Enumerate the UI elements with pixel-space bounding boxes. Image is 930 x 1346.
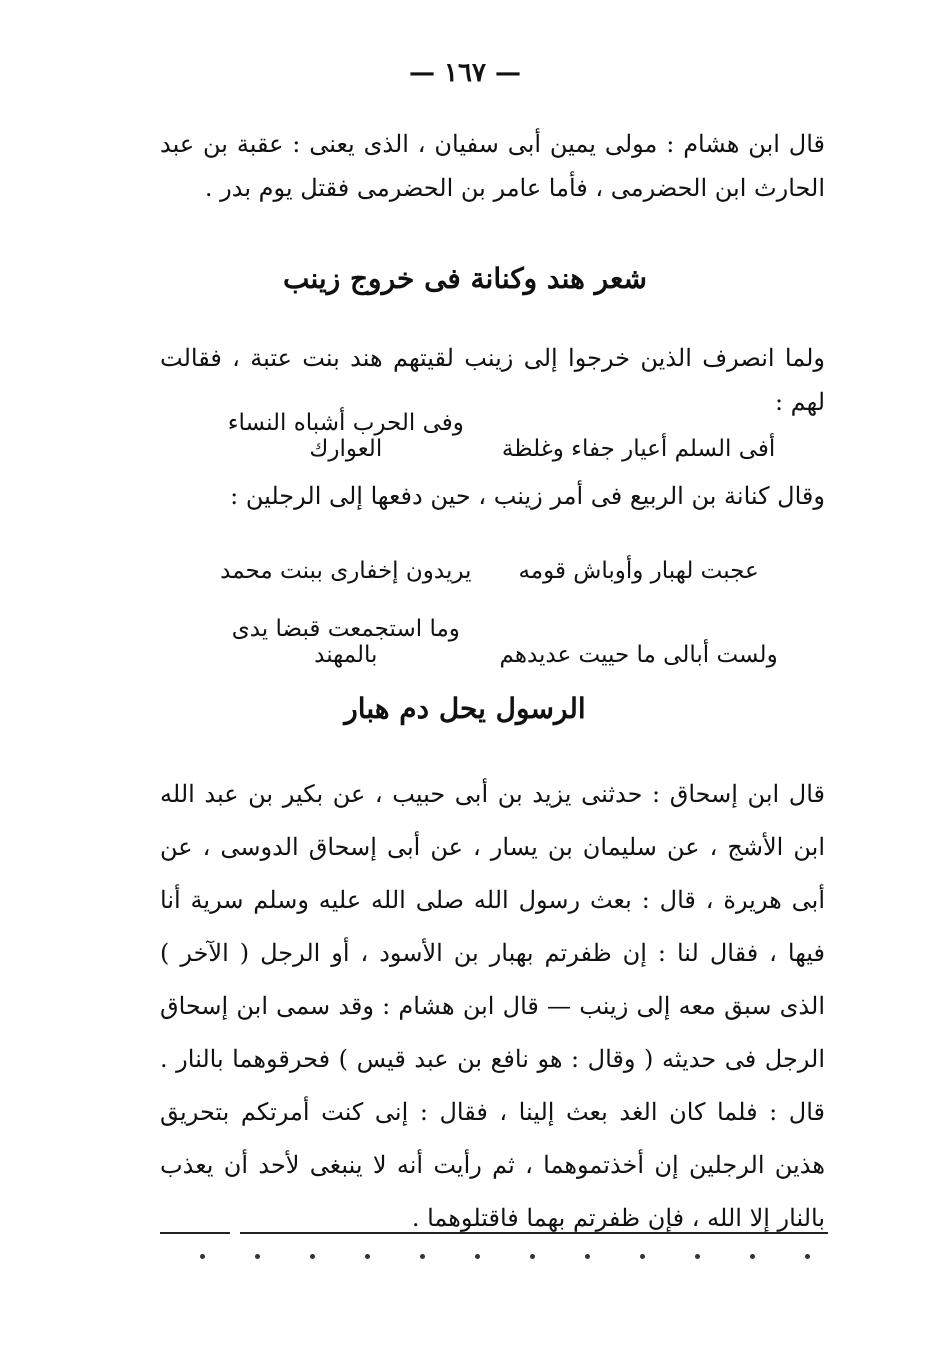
dot xyxy=(585,1254,590,1259)
verse-first-hemistich: ولست أبالى ما حييت عديدهم xyxy=(499,642,778,668)
dot xyxy=(530,1254,535,1259)
dot xyxy=(365,1254,370,1259)
footer-rule-short xyxy=(160,1232,230,1234)
verse-second-hemistich: يريدون إخفارى ببنت محمد xyxy=(220,558,472,584)
verse-first-hemistich: أفى السلم أعيار جفاء وغلظة xyxy=(501,436,776,462)
footer-dots xyxy=(200,1254,810,1259)
verse-second-hemistich: وما استجمعت قبضا يدى بالمهند xyxy=(231,616,460,668)
verse-1 xyxy=(175,410,785,462)
dot xyxy=(475,1254,480,1259)
section-heading-1: شعر هند وكنانة فى خروج زينب xyxy=(282,262,648,295)
dot xyxy=(805,1254,810,1259)
dot xyxy=(255,1254,260,1259)
verse-3 xyxy=(175,616,785,668)
footer-rule-long xyxy=(240,1232,828,1234)
page-number: — ١٦٧ — xyxy=(408,58,522,88)
paragraph-1 xyxy=(160,122,825,210)
dot xyxy=(310,1254,315,1259)
dot xyxy=(640,1254,645,1259)
paragraph-3 xyxy=(160,474,825,518)
verse-2 xyxy=(175,558,785,584)
paragraph-text: قال ابن هشام : مولى يمين أبى سفيان ، الذى يعنى : عقبة بن عبد الحارث ابن الحضرمى ، فأما عامر بن الحضرمى فقتل يوم بدر . xyxy=(160,130,825,202)
dot xyxy=(695,1254,700,1259)
section-heading-2: الرسول يحل دم هبار xyxy=(344,692,586,725)
paragraph-text: وقال كنانة بن الربيع فى أمر زينب ، حين دفعها إلى الرجلين : xyxy=(230,482,825,510)
dot xyxy=(420,1254,425,1259)
paragraph-4 xyxy=(160,768,825,1245)
paragraph-text: قال ابن إسحاق : حدثنى يزيد بن أبى حبيب ، عن بكير بن عبد الله ابن الأشج ، عن سليمان بن يسار ، عن أبى إسحاق الدوسى ، عن أبى هريرة ، قال : بعث رسول الله صلى الله عليه وسلم سرية أنا فيها ، فقال لنا : إن ظفرتم بهبار بن الأسود ، أو الرجل ( الآخر ) الذى سبق معه إلى زينب — قال ابن هشام : وقد سمى ابن إسحاق الرجل فى حديثه ( وقال : هو نافع بن عبد قيس ) فحرقوهما بالنار . قال : فلما كان الغد بعث إلينا ، فقال : إنى كنت أمرتكم بتحريق هذين الرجلين إن أخذتموهما ، ثم رأيت أنه لا ينبغى لأحد أن يعذب بالنار إلا الله ، فإن ظفرتم بهما فاقتلوهما . xyxy=(160,780,825,1232)
dot xyxy=(750,1254,755,1259)
dot xyxy=(200,1254,205,1259)
verse-second-hemistich: وفى الحرب أشباه النساء العوارك xyxy=(227,410,464,462)
verse-first-hemistich: عجبت لهبار وأوباش قومه xyxy=(518,558,759,584)
paragraph-text: ولما انصرف الذين خرجوا إلى زينب لقيتهم هند بنت عتبة ، فقالت لهم : xyxy=(160,344,825,416)
